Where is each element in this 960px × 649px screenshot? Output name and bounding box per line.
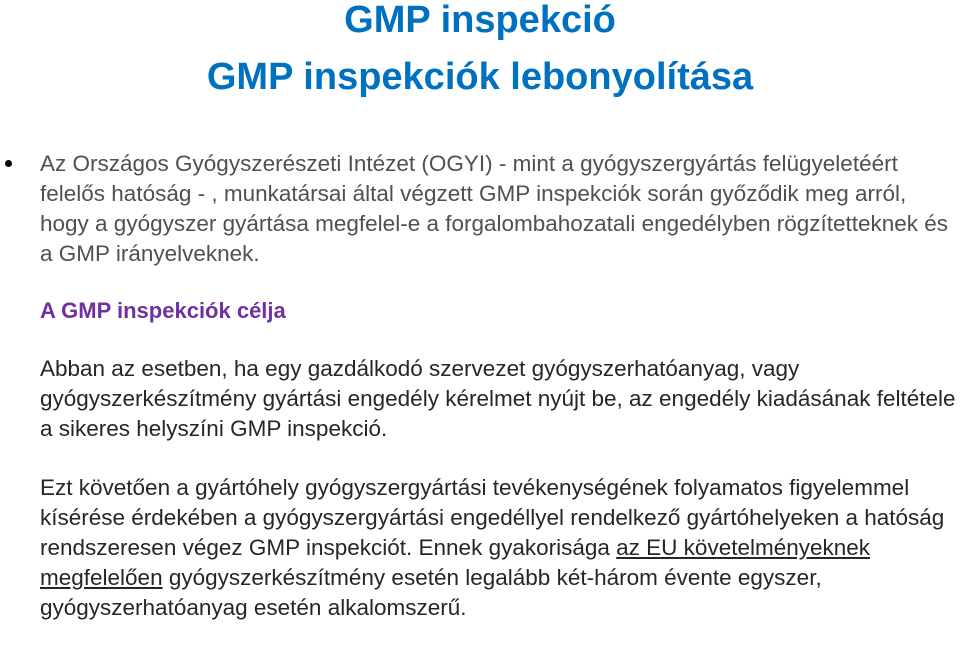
paragraph-2-text-start: Ezt követően a gyártóhely gyógyszergyártási tevékenységének folyamatos figyelemmel kísérése érdekében a gyógyszergyártási engedéllyel rendelkező gyártóhelyeken a hatóság rendszeresen végez GMP inspekciót. Ennek gyakorisága [40, 475, 945, 560]
paragraph-2-text-end: gyógyszerkészítmény esetén legalább két-három évente egyszer, gyógyszerhatóanyag esetén alkalomszerű. [40, 565, 822, 620]
paragraph-1: Abban az esetben, ha egy gazdálkodó szervezet gyógyszerhatóanyag, vagy gyógyszerkészítmény gyártási engedély kérelmet nyújt be, az engedély kiadásának feltétele a sikeres helyszíni GMP inspekció. [40, 356, 956, 441]
slide-title-line-1: GMP inspekció [344, 0, 616, 41]
bullet-text: Az Országos Gyógyszerészeti Intézet (OGYI) - mint a gyógyszergyártás felügyeletéért felelős hatóság - , munkatársai által végzett GMP inspekciók során győződik meg arról, hogy a gyógyszer gyártása megfelel-e a forgalombahozatali engedélyben rögzítetteknek és a GMP irányelveknek. [40, 151, 949, 266]
bullet-dot-icon [5, 160, 12, 167]
slide-title-line-2: GMP inspekciók lebonyolítása [206, 56, 754, 98]
paragraph-2-underlined-text: az EU követelményeknek megfelelően [40, 535, 871, 590]
section-subheading: A GMP inspekciók célja [40, 298, 286, 323]
paragraph-2 [40, 473, 958, 623]
